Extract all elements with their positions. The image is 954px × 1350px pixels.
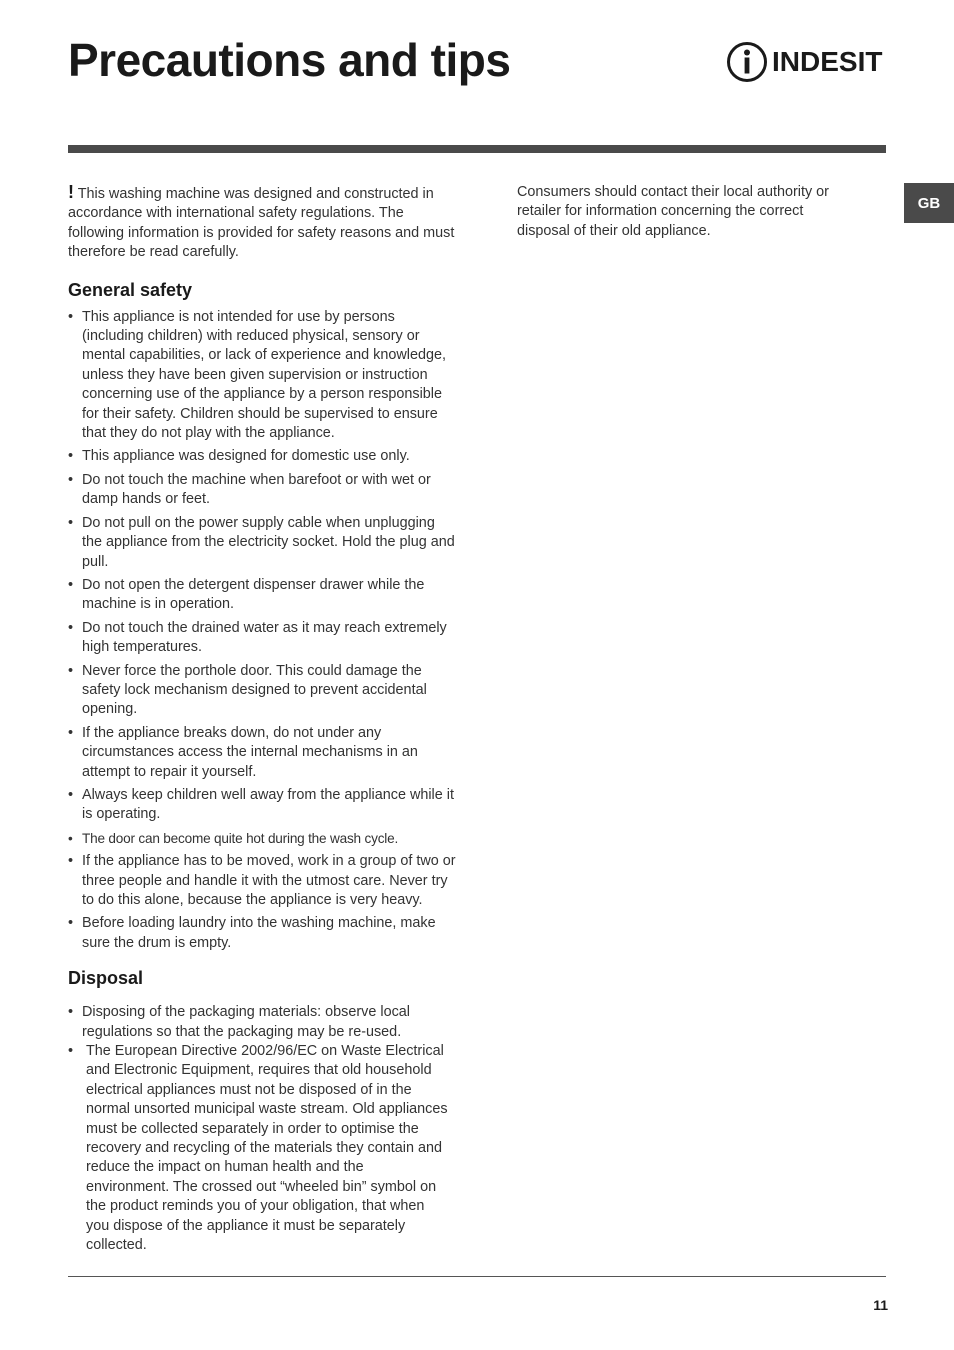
list-item: • Disposing of the packaging materials: observe local regulations so that the packaging may be re-used. <box>68 1003 456 1042</box>
list-item: • Never force the porthole door. This could damage the safety lock mechanism designed to prevent accidental opening. <box>68 662 456 720</box>
brand-logo <box>726 40 888 84</box>
page-number: 11 <box>873 1297 888 1313</box>
page-title: Precautions and tips <box>68 34 511 86</box>
list-item: • This appliance is not intended for use by persons (including children) with reduced physical, sensory or mental capabilities, or lack of experience and knowledge, unless they have been given supervision or instruction concerning use of the appliance by a person responsible for their safety. Children should be supervised to ensure that they do not play with the appliance. <box>68 308 456 444</box>
list-item: • The European Directive 2002/96/EC on Waste Electrical and Electronic Equipment, requires that old household electrical appliances must not be disposed of in the normal unsorted municipal waste stream. Old appliances must be collected separately in order to optimise the recovery and recycling of the materials they contain and reduce the impact on human health and the environment. The crossed out “wheeled bin” symbol on the product reminds you of your obligation, that when you dispose of the appliance it must be separately collected. <box>68 1042 456 1255</box>
list-item: • This appliance was designed for domestic use only. <box>68 447 456 466</box>
disposal-contact-text: Consumers should contact their local authority or retailer for information concerning the correct disposal of their old appliance. <box>517 184 829 239</box>
list-item: • Before loading laundry into the washing machine, make sure the drum is empty. <box>68 914 456 953</box>
general-safety-list <box>68 308 456 954</box>
list-item: • If the appliance breaks down, do not under any circumstances access the internal mechanisms in an attempt to repair it yourself. <box>68 724 456 782</box>
right-column <box>517 183 852 241</box>
general-safety-heading: General safety <box>68 279 193 300</box>
header-divider <box>68 145 886 153</box>
warning-mark: ! <box>68 182 74 202</box>
left-column <box>68 183 456 1256</box>
disposal-heading: Disposal <box>68 968 144 989</box>
list-item: • Do not pull on the power supply cable when unplugging the appliance from the electricity socket. Hold the plug and pull. <box>68 514 456 572</box>
indesit-logo-icon <box>726 41 768 83</box>
list-item: • Always keep children well away from the appliance while it is operating. <box>68 786 456 825</box>
list-item: • Do not touch the drained water as it may reach extremely high temperatures. <box>68 619 456 658</box>
language-tab: GB <box>904 183 954 223</box>
list-item: • Do not open the detergent dispenser drawer while the machine is in operation. <box>68 576 456 615</box>
disposal-list <box>68 1003 456 1255</box>
intro-paragraph <box>68 183 456 263</box>
list-item: • Do not touch the machine when barefoot or with wet or damp hands or feet. <box>68 471 456 510</box>
intro-text: This washing machine was designed and constructed in accordance with international safety regulations. The following information is provided for safety reasons and must therefore be read carefully. <box>68 186 455 261</box>
list-item: • If the appliance has to be moved, work in a group of two or three people and handle it with the utmost care. Never try to do this alone, because the appliance is very heavy. <box>68 852 456 910</box>
brand-name: INDESIT <box>772 46 883 77</box>
list-item: • The door can become quite hot during the wash cycle. <box>68 829 456 848</box>
footer-divider <box>68 1276 886 1277</box>
